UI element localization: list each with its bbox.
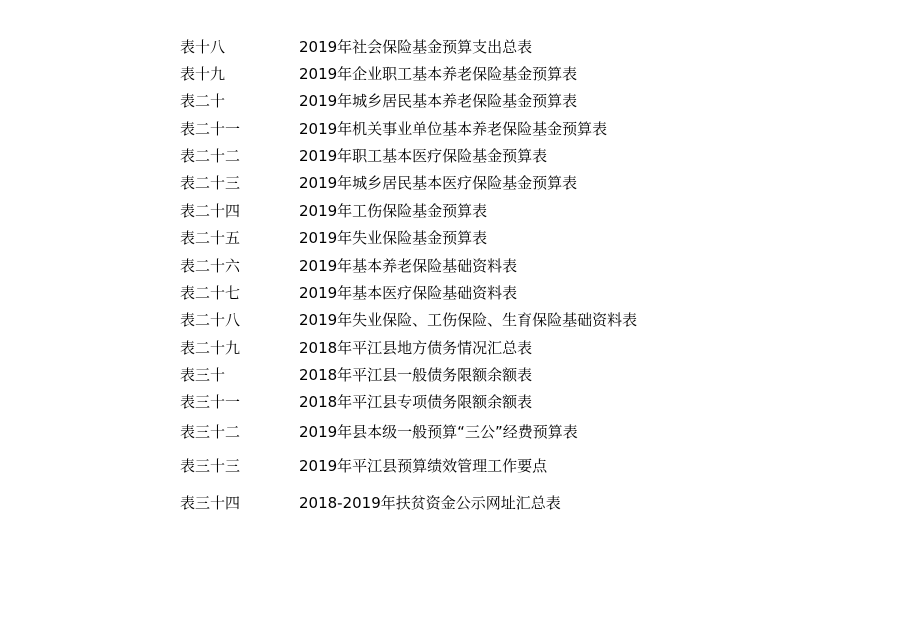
table-number: 表三十 (180, 366, 226, 384)
table-title: 2018年平江县一般债务限额余额表 (299, 366, 533, 384)
table-title: 2019年平江县预算绩效管理工作要点 (299, 457, 548, 475)
table-title: 2018年平江县专项债务限额余额表 (299, 393, 533, 411)
table-number: 表二十七 (180, 284, 241, 302)
list-item (0, 63, 897, 85)
table-title: 2019年失业保险、工伤保险、生育保险基础资料表 (299, 311, 638, 329)
table-title: 2019年工伤保险基金预算表 (299, 202, 488, 220)
list-item (0, 227, 897, 249)
list-item (0, 36, 897, 58)
table-number: 表二十五 (180, 229, 241, 247)
list-item (0, 118, 897, 140)
table-number: 表二十九 (180, 339, 241, 357)
table-number: 表十九 (180, 65, 226, 83)
table-title: 2019年社会保险基金预算支出总表 (299, 38, 533, 56)
list-item (0, 492, 897, 514)
table-title: 2019年基本养老保险基础资料表 (299, 257, 518, 275)
table-title: 2019年失业保险基金预算表 (299, 229, 488, 247)
table-title: 2018-2019年扶贫资金公示网址汇总表 (299, 494, 561, 512)
table-title: 2019年城乡居民基本医疗保险基金预算表 (299, 174, 578, 192)
table-title: 2019年职工基本医疗保险基金预算表 (299, 147, 548, 165)
list-item (0, 90, 897, 112)
table-title: 2018年平江县地方债务情况汇总表 (299, 339, 533, 357)
table-title: 2019年县本级一般预算“三公”经费预算表 (299, 423, 578, 441)
table-title: 2019年企业职工基本养老保险基金预算表 (299, 65, 578, 83)
table-title: 2019年基本医疗保险基础资料表 (299, 284, 518, 302)
table-number: 表二十二 (180, 147, 241, 165)
table-number: 表三十一 (180, 393, 241, 411)
table-title: 2019年城乡居民基本养老保险基金预算表 (299, 92, 578, 110)
table-number: 表三十二 (180, 423, 241, 441)
list-item (0, 391, 897, 413)
table-number: 表二十四 (180, 202, 241, 220)
table-title: 2019年机关事业单位基本养老保险基金预算表 (299, 120, 608, 138)
list-item (0, 309, 897, 331)
table-number: 表二十三 (180, 174, 241, 192)
list-item (0, 455, 897, 477)
list-item (0, 172, 897, 194)
table-number: 表二十八 (180, 311, 241, 329)
table-number: 表十八 (180, 38, 226, 56)
list-item (0, 337, 897, 359)
list-item (0, 255, 897, 277)
list-item (0, 282, 897, 304)
list-item (0, 421, 897, 443)
table-number: 表二十六 (180, 257, 241, 275)
list-item (0, 145, 897, 167)
table-number: 表二十 (180, 92, 226, 110)
list-item (0, 364, 897, 386)
table-number: 表三十三 (180, 457, 241, 475)
list-item (0, 200, 897, 222)
table-number: 表三十四 (180, 494, 241, 512)
table-number: 表二十一 (180, 120, 241, 138)
